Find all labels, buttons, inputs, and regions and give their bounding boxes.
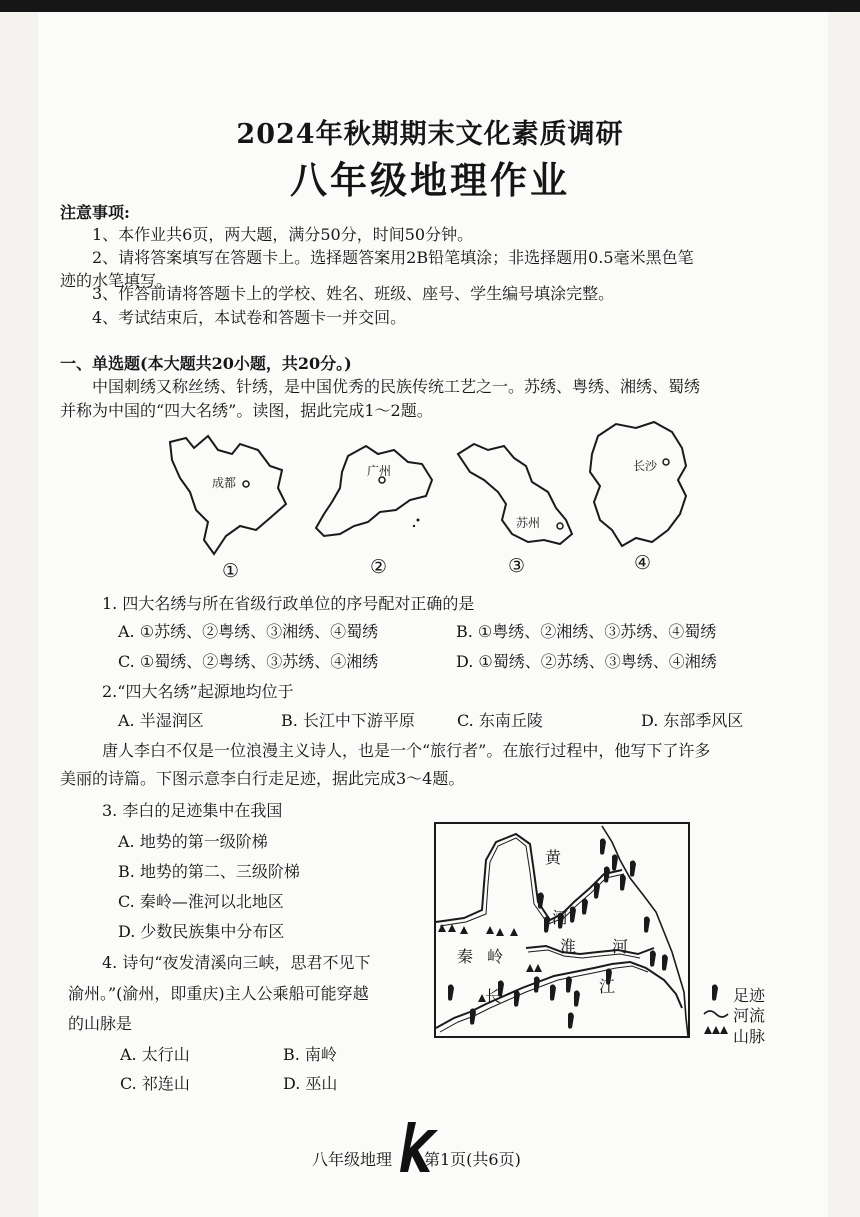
q4-option-d: D. 巫山 (283, 1074, 338, 1093)
map-label-huang: 黄 (545, 848, 562, 867)
q4-option-a: A. 太行山 (120, 1045, 190, 1064)
exam-title: 2024年秋期期末文化素质调研 (236, 119, 624, 150)
intro-libai-1: 唐人李白不仅是一位浪漫主义诗人，也是一个“旅行者”。在旅行过程中，他写下了许多 (102, 741, 711, 760)
q3-option-a: A. 地势的第一级阶梯 (118, 832, 268, 851)
map-label-ling: 岭 (487, 947, 504, 966)
notice-item-3: 3、作答前请将答题卡上的学校、姓名、班级、座号、学生编号填涂完整。 (92, 284, 615, 303)
q4-option-b: B. 南岭 (283, 1045, 337, 1064)
map-label-he2: 河 (612, 937, 629, 956)
city-changsha: 长沙 (633, 459, 658, 473)
province-map-1 (160, 430, 300, 560)
q4-option-c: C. 祁连山 (120, 1074, 190, 1093)
intro-libai-2: 美丽的诗篇。下图示意李白行走足迹，据此完成3～4题。 (60, 769, 465, 788)
q2-option-b: B. 长江中下游平原 (281, 711, 415, 730)
map-label-qin: 秦 (457, 947, 474, 966)
city-chengdu: 成都 (212, 476, 237, 490)
intro-embroidery-2: 并称为中国的“四大名绣”。读图，据此完成1～2题。 (60, 401, 433, 420)
q2-option-c: C. 东南丘陵 (457, 711, 543, 730)
q2-option-a: A. 半湿润区 (118, 711, 204, 730)
question-2: 2.“四大名绣”起源地均位于 (102, 682, 294, 701)
map-label-chang: 长 (485, 987, 502, 1006)
notice-heading: 注意事项: (60, 203, 130, 222)
map-label-he1: 河 (552, 908, 569, 927)
q3-option-c: C. 秦岭—淮河以北地区 (118, 892, 284, 911)
legend-mountain: 山脉 (733, 1027, 766, 1046)
notice-item-4: 4、考试结束后，本试卷和答题卡一并交回。 (92, 308, 407, 327)
notice-item-2: 2、请将答案填写在答题卡上。选择题答案用2B铅笔填涂；非选择题用0.5毫米黑色笔 (92, 248, 694, 267)
intro-embroidery-1: 中国刺绣又称丝绣、针绣，是中国优秀的民族传统工艺之一。苏绣、粤绣、湘绣、蜀绣 (92, 377, 701, 396)
question-3: 3. 李白的足迹集中在我国 (102, 801, 283, 820)
map-number-2: ② (370, 556, 388, 578)
city-suzhou: 苏州 (516, 516, 541, 530)
question-4-line2: 渝州。”(渝州，即重庆)主人公乘船可能穿越 (68, 984, 369, 1003)
footer-page: 第1页(共6页) (424, 1150, 521, 1169)
legend-river: 河流 (733, 1006, 766, 1025)
exam-subject-title: 八年级地理作业 (290, 158, 570, 202)
notice-item-1: 1、本作业共6页，两大题，满分50分，时间50分钟。 (92, 225, 474, 244)
section-heading: 一、单选题(本大题共20小题，共20分。) (60, 354, 352, 373)
map-number-3: ③ (508, 555, 526, 577)
q3-option-d: D. 少数民族集中分布区 (118, 922, 285, 941)
q1-option-b: B. ①粤绣、②湘绣、③苏绣、④蜀绣 (456, 622, 717, 641)
libai-footprint-map (434, 822, 690, 1038)
footer-subject: 八年级地理 (312, 1150, 393, 1169)
q3-option-b: B. 地势的第二、三级阶梯 (118, 862, 300, 881)
province-map-2 (310, 440, 440, 545)
question-1: 1. 四大名绣与所在省级行政单位的序号配对正确的是 (102, 594, 475, 613)
province-map-4 (582, 418, 697, 553)
scan-top-edge (0, 0, 860, 12)
q1-option-a: A. ①苏绣、②粤绣、③湘绣、④蜀绣 (118, 622, 379, 641)
legend-symbols (702, 984, 736, 1044)
city-guangzhou: 广州 (367, 464, 392, 478)
province-map-3 (452, 436, 582, 551)
map-number-1: ① (222, 560, 240, 582)
question-4-line3: 的山脉是 (68, 1014, 133, 1033)
q1-option-d: D. ①蜀绣、②苏绣、③粤绣、④湘绣 (456, 652, 717, 671)
legend-footprint: 足迹 (733, 986, 766, 1005)
map-number-4: ④ (634, 552, 652, 574)
question-4-line1: 4. 诗句“夜发清溪向三峡，思君不见下 (102, 953, 371, 972)
q1-option-c: C. ①蜀绣、②粤绣、③苏绣、④湘绣 (118, 652, 379, 671)
map-label-huai: 淮 (560, 937, 577, 956)
map-label-jiang: 江 (599, 977, 616, 996)
q2-option-d: D. 东部季风区 (641, 711, 744, 730)
notice-item-2-cont: 迹的水笔填写。 (60, 271, 173, 290)
